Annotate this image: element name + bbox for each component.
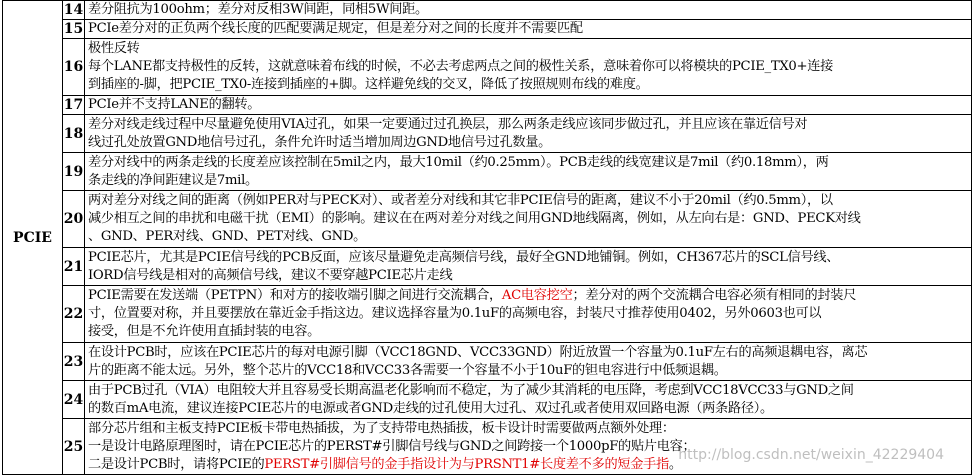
text-segment: 、GND、PER对线、GND、PET对线、GND。 <box>88 229 367 244</box>
table-row <box>3 381 972 419</box>
row-number: 23 <box>63 343 85 381</box>
category-cell: PCIE <box>3 1 63 475</box>
text-line <box>88 76 968 94</box>
guideline-text <box>85 1 972 20</box>
text-line <box>88 154 968 172</box>
table-body <box>3 1 972 475</box>
text-segment: 条走线的净间距建议是7mil。 <box>88 172 258 188</box>
text-segment: 寸，位置要对称，并且要摆放在靠近金手指这边。建议选择容量为0.1uF的高频电容，封装尺寸推荐使用0402，另外0603也可以 <box>88 306 822 321</box>
text-line <box>88 96 968 114</box>
table-row <box>3 419 972 475</box>
row-number: 17 <box>63 97 84 113</box>
text-segment: PCIe差分对的正负两个线长度的匹配要满足规定，但是差分对之间的长度并不需要匹配 <box>88 21 583 36</box>
guideline-text <box>85 20 972 39</box>
text-line <box>88 438 968 456</box>
row-number: 21 <box>63 248 85 286</box>
text-line <box>88 58 968 76</box>
text-segment: 两对差分对线之间的距离（例如PER对与PECK对）、或者差分对线和其它非PCIE信号的距离，建议不小于20mil（约0.5mm），以 <box>88 193 833 208</box>
table-row <box>3 115 972 153</box>
text-segment: IORD信号线是相对的高频信号线，建议不要穿越PCIE芯片走线 <box>88 267 453 283</box>
guideline-text <box>85 96 972 115</box>
table-row <box>3 153 972 191</box>
text-line <box>88 210 968 228</box>
row-number: 22 <box>63 286 85 343</box>
watermark: http://blog.csdn.net/weixin_42229404 <box>678 447 944 463</box>
pcie-guidelines-table <box>2 0 972 475</box>
guideline-text <box>85 248 972 286</box>
text-line <box>88 192 968 210</box>
table-row <box>3 191 972 248</box>
text-segment: 片的距离不能太远。另外，整个芯片的VCC18和VCC33各需要一个容量不小于10uF的钽电容进行中低频退耦。 <box>88 362 727 378</box>
text-segment: 极性反转 <box>88 41 140 56</box>
text-line <box>88 228 968 246</box>
text-segment: 。 <box>668 456 682 472</box>
table-row <box>3 39 972 96</box>
table-row <box>3 1 972 20</box>
text-line <box>88 323 968 341</box>
text-segment: 减少相互之间的串扰和电磁干扰（EMI）的影响。建议在在两对差分对线之间用GND地线隔离，例如，从左向右是：GND、PECK对线 <box>88 211 861 226</box>
text-segment: 二是设计PCB时，请将PCIE的 <box>88 456 265 472</box>
text-line <box>88 172 968 190</box>
text-line <box>88 344 968 362</box>
text-line <box>88 287 968 305</box>
text-segment: 差分对线走线过程中尽量避免使用VIA过孔，如果一定要通过过孔换层，那么两条走线应该同步做过孔，并且应该在靠近信号对 <box>88 116 808 132</box>
row-number: 24 <box>63 381 85 419</box>
text-segment: 到插座的-脚，把PCIE_TX0-连接到插座的+脚。这样避免线的交叉，降低了按照规则布线的难度。 <box>88 77 649 92</box>
guideline-text <box>85 343 972 381</box>
text-segment: 差分阻抗为100ohm；差分对反相3W间距，同相5W间距。 <box>88 2 428 17</box>
text-segment: 的数百mA电流，建议连接PCIE芯片的电源或者GND走线的过孔使用大过孔、双过孔或者使用双回路电源（两条路径）。 <box>88 400 773 416</box>
text-segment: 线过孔处放置GND地信号过孔，条件允许时适当增加周边GND地信号过孔数量。 <box>88 134 552 150</box>
text-line <box>88 456 968 474</box>
guideline-text <box>85 191 972 248</box>
row-number: 16 <box>63 39 85 96</box>
row-number: 25 <box>63 419 85 475</box>
text-line <box>88 40 968 58</box>
guideline-text <box>85 153 972 191</box>
row-number: 19 <box>63 153 85 191</box>
table-row <box>3 248 972 286</box>
text-segment: PCIE需要在发送端（PETPN）和对方的接收端引脚之间进行交流耦合， <box>88 288 502 303</box>
highlighted-text: AC电容挖空 <box>501 288 573 303</box>
guideline-text <box>85 286 972 343</box>
text-line <box>88 267 968 285</box>
text-line <box>88 134 968 152</box>
table-row <box>3 343 972 381</box>
guideline-text <box>85 419 972 475</box>
text-line <box>88 420 968 438</box>
text-line <box>88 1 968 19</box>
text-segment: PCIE芯片，尤其是PCIE信号线的PCB反面，应该尽量避免走高频信号线，最好全GND地铺铜。例如，CH367芯片的SCL信号线、 <box>88 249 840 265</box>
table-row <box>3 96 972 115</box>
text-segment: 由于PCB过孔（VIA）电阻较大并且容易受长期高温老化影响而不稳定，为了减少其消耗的电压降，考虑到VCC18VCC33与GND之间 <box>88 382 854 398</box>
text-line <box>88 116 968 134</box>
text-line <box>88 305 968 323</box>
text-segment: 每个LANE都支持极性的反转，这就意味着布线的时候，不必去考虑两点之间的极性关系，意味着你可以将模块的PCIE_TX0+连接 <box>88 59 834 74</box>
guideline-text <box>85 39 972 96</box>
text-segment: PCIe并不支持LANE的翻转。 <box>88 97 261 112</box>
text-line <box>88 382 968 400</box>
text-line <box>88 249 968 267</box>
row-number: 14 <box>63 2 84 18</box>
text-line <box>88 400 968 418</box>
row-number: 20 <box>63 191 85 248</box>
highlighted-text: PERST#引脚信号的金手指设计为与PRSNT1#长度差不多的短金手指 <box>264 456 669 472</box>
table-row <box>3 286 972 343</box>
guideline-text <box>85 381 972 419</box>
pcie-guidelines-document <box>2 0 972 472</box>
text-segment: 部分芯片组和主板支持PCIE板卡带电热插拔，为了支持带电热插拔，板卡设计时需要做两点额外处理： <box>88 420 675 436</box>
text-segment: 在设计PCB时，应该在PCIE芯片的每对电源引脚（VCC18GND、VCC33GND）附近放置一个容量为0.1uF左右的高频退耦电容，离芯 <box>88 344 868 360</box>
row-number: 18 <box>63 115 85 153</box>
table-row <box>3 20 972 39</box>
text-segment: ；差分对的两个交流耦合电容必须有相同的封装尺 <box>572 288 856 303</box>
text-line <box>88 362 968 380</box>
row-number: 15 <box>63 21 84 37</box>
text-line <box>88 20 968 38</box>
text-segment: 一是设计电路原理图时，请在PCIE芯片的PERST#引脚信号线与GND之间跨接一个1000pF的贴片电容； <box>88 438 696 454</box>
text-segment: 差分对线中的两条走线的长度差应该控制在5mil之内，最大10mil（约0.25mm）。PCB走线的线宽建议是7mil（约0.18mm），两 <box>88 154 829 170</box>
text-segment: 接受，但是不允许使用直插封装的电容。 <box>88 324 320 339</box>
guideline-text <box>85 115 972 153</box>
